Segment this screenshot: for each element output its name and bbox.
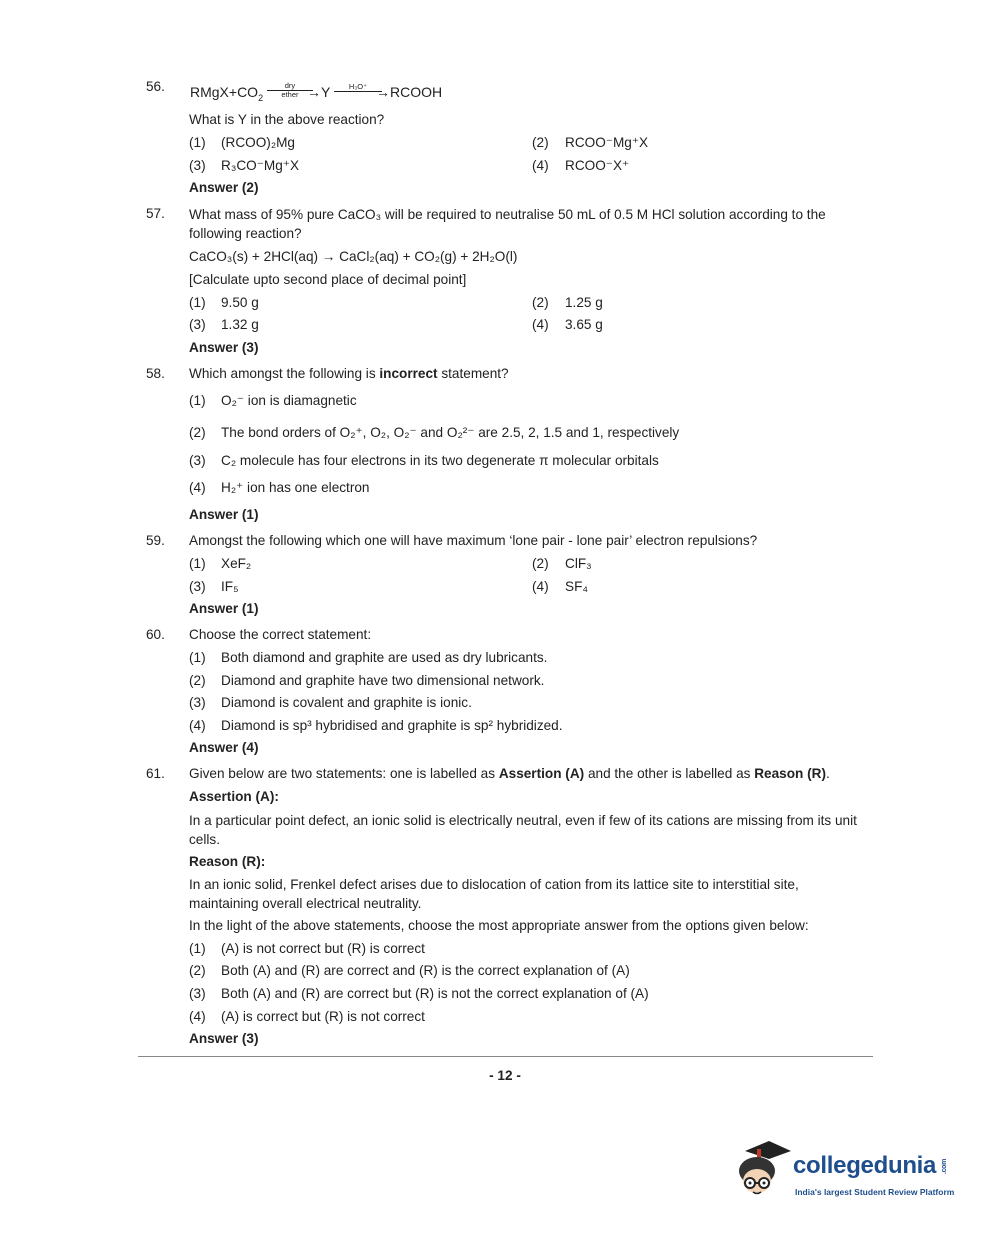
option-text: Both diamond and graphite are used as dry lubricants. [221, 650, 548, 665]
option-text: Both (A) and (R) are correct but (R) is not the correct explanation of (A) [221, 986, 649, 1001]
condition-top: dry [267, 82, 313, 91]
option-text: 1.25 g [565, 295, 603, 310]
option-text: RCOO⁻X⁺ [565, 158, 630, 173]
answer: Answer (3) [189, 1031, 259, 1046]
option-number: (2) [189, 673, 206, 688]
subscript: 2 [258, 92, 264, 103]
option-number: (4) [532, 158, 549, 173]
brand-logo[interactable] [735, 1137, 965, 1207]
option-text: RCOO⁻Mg⁺X [565, 135, 649, 150]
assertion-text: In a particular point defect, an ionic solid is electrically neutral, even if few of its cations are missing from its unit cells. [189, 813, 857, 847]
option-number: (1) [189, 650, 206, 665]
option-number: (4) [532, 317, 549, 332]
option-text: H₂⁺ ion has one electron [221, 480, 370, 495]
question-number: 59. [146, 533, 165, 548]
reaction-equation: CaCO₃(s) + 2HCl(aq) → CaCl₂(aq) + CO₂(g) + 2H₂O(l) [189, 249, 518, 264]
option-text: (RCOO)₂Mg [221, 135, 295, 150]
option-number: (4) [532, 579, 549, 594]
option-text: R₃CO⁻Mg⁺X [221, 158, 300, 173]
reason-label: Reason (R): [189, 854, 266, 869]
intro-text: and the other is labelled as [584, 766, 755, 781]
option-text: XeF₂ [221, 556, 252, 571]
option-number: (2) [189, 425, 206, 440]
question-number: 61. [146, 766, 165, 781]
option-number: (3) [189, 695, 206, 710]
option-number: (1) [189, 941, 206, 956]
option-number: (2) [532, 135, 549, 150]
reaction-condition [267, 82, 313, 99]
page-number: - 12 - [489, 1068, 521, 1083]
option-text: ClF₃ [565, 556, 592, 571]
question-text: Amongst the following which one will have maximum ‘lone pair - lone pair’ electron repulsions? [189, 533, 758, 548]
intro-emphasis: Reason (R) [754, 766, 826, 781]
assertion-label: Assertion (A): [189, 789, 279, 804]
brand-name-text: collegedunia [793, 1152, 937, 1179]
option-text: Diamond is covalent and graphite is ionic. [221, 695, 472, 710]
reactants: RMgX+CO [190, 84, 259, 100]
option-text: 9.50 g [221, 295, 259, 310]
condition-top: H₃O⁺ [334, 83, 382, 92]
answer: Answer (4) [189, 740, 259, 755]
option-number: (4) [189, 1009, 206, 1024]
question-number: 57. [146, 206, 165, 221]
option-text: O₂⁻ ion is diamagnetic [221, 393, 357, 408]
option-text: C₂ molecule has four electrons in its two degenerate π molecular orbitals [221, 453, 659, 468]
arrow-icon: → [375, 84, 390, 100]
option-text: (A) is not correct but (R) is correct [221, 941, 425, 956]
answer: Answer (3) [189, 340, 259, 355]
reaction-equation [190, 80, 443, 103]
question-number: 56. [146, 79, 165, 94]
option-text: Diamond and graphite have two dimensional network. [221, 673, 545, 688]
question-text-pre: Which amongst the following is [189, 366, 380, 381]
product: RCOOH [389, 84, 443, 100]
option-text: SF₄ [565, 579, 588, 594]
option-text: 3.65 g [565, 317, 603, 332]
option-number: (1) [189, 135, 206, 150]
brand-suffix: .com [941, 1159, 949, 1175]
option-number: (3) [189, 317, 206, 332]
option-text: Both (A) and (R) are correct and (R) is the correct explanation of (A) [221, 963, 630, 978]
question-text: Choose the correct statement: [189, 627, 372, 642]
question-text: What mass of 95% pure CaCO₃ will be required to neutralise 50 mL of 0.5 M HCl solution according to the following reaction? [189, 207, 826, 241]
instruction-text: In the light of the above statements, choose the most appropriate answer from the options given below: [189, 918, 809, 933]
reaction-condition-2 [334, 83, 382, 92]
option-number: (2) [532, 556, 549, 571]
question-text-post: statement? [437, 366, 509, 381]
footer-divider [138, 1056, 873, 1057]
option-number: (1) [189, 295, 206, 310]
question-number: 60. [146, 627, 165, 642]
option-text: (A) is correct but (R) is not correct [221, 1009, 425, 1024]
question-number: 58. [146, 366, 165, 381]
option-number: (3) [189, 453, 206, 468]
option-number: (4) [189, 718, 206, 733]
question-text [189, 365, 509, 383]
brand-name [793, 1152, 952, 1180]
intro-emphasis: Assertion (A) [498, 766, 585, 781]
mascot-icon [735, 1137, 793, 1207]
brand-tagline: India's largest Student Review Platform [795, 1187, 955, 1197]
answer: Answer (2) [189, 180, 259, 195]
option-number: (1) [189, 556, 206, 571]
arrow-icon: → [306, 84, 321, 100]
answer: Answer (1) [189, 601, 259, 616]
intro-text: Given below are two statements: one is labelled as [189, 766, 499, 781]
option-number: (3) [189, 579, 206, 594]
option-number: (2) [189, 963, 206, 978]
option-number: (4) [189, 480, 206, 495]
question-text: What is Y in the above reaction? [189, 112, 385, 127]
option-text: IF₅ [221, 579, 239, 594]
option-text: Diamond is sp³ hybridised and graphite is sp² hybridized. [221, 718, 563, 733]
option-number: (2) [532, 295, 549, 310]
option-number: (3) [189, 158, 206, 173]
question-intro [189, 765, 830, 783]
note: [Calculate upto second place of decimal point] [189, 272, 467, 287]
condition-bottom: ether [281, 89, 299, 99]
option-number: (1) [189, 393, 206, 408]
intro-text: . [825, 766, 830, 781]
question-emphasis: incorrect [379, 366, 438, 381]
intermediate: Y [320, 84, 331, 100]
answer: Answer (1) [189, 507, 259, 522]
option-number: (3) [189, 986, 206, 1001]
option-text: 1.32 g [221, 317, 259, 332]
option-text: The bond orders of O₂⁺, O₂, O₂⁻ and O₂²⁻ are 2.5, 2, 1.5 and 1, respectively [221, 425, 680, 440]
reason-text: In an ionic solid, Frenkel defect arises due to dislocation of cation from its lattice site to interstitial site, maintaining overall electrical neutrality. [189, 877, 799, 911]
